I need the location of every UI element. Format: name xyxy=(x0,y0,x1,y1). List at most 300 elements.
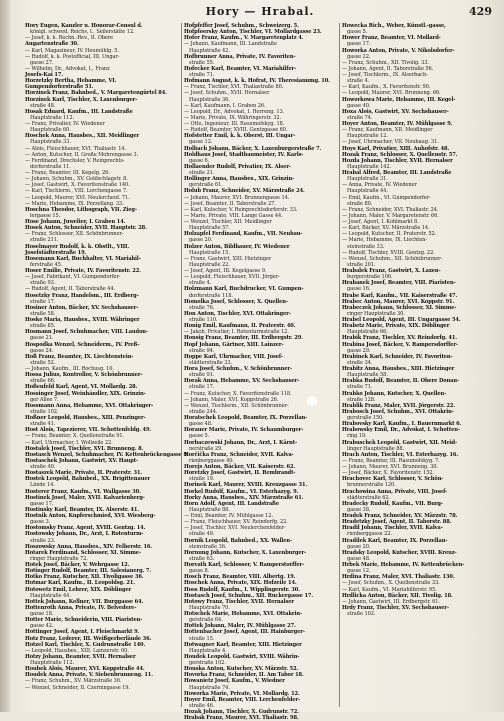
directory-entry-line: Hossmann Anna, Hebamme, XVI. Ottakringer- xyxy=(25,402,154,409)
directory-entry-line: Hoss Rudolf, Kaufm., I. Wipplingerstr. 30. xyxy=(184,586,300,593)
directory-entry-line: Hauptstraße 44. xyxy=(30,592,71,599)
directory-entry-line: Hostasch Wenzel, Schuhmacher, IV. Kettenbrückengasse 9. xyxy=(25,451,189,458)
directory-entry-line: — Franz, Schlosser, XII. Schönbrunner- xyxy=(25,231,124,238)
directory-entry-line: rienberggasse 40. xyxy=(189,457,234,464)
directory-entry-line: straße 23. xyxy=(30,537,56,544)
directory-entry-line: — Leopold, Hausbes., XIII. Lainzerstr. 60. xyxy=(25,647,129,654)
directory-entry-line: — Josef, Bäcker, X. Favoritenstr. 152. xyxy=(342,470,434,477)
directory-entry-line: — Karl, Magazineur, IV. Heumühlg. 5. xyxy=(25,47,119,54)
directory-entry-line: Hradilek Karl, Beamter, IX. Porzellan- xyxy=(342,537,448,544)
directory-entry-line: Hottenbacher Josef, Agent, III. Hainburger- xyxy=(184,629,305,636)
directory-column-3 xyxy=(339,23,497,707)
directory-entry-line: Hory Eugen, Kanzler u. Honorar-Consul d. xyxy=(25,23,143,29)
directory-entry-line: Hrabosch Josef, Schuhm., XVI. Ottakrin- xyxy=(342,408,454,415)
directory-entry-line: gasse 8. xyxy=(189,568,210,575)
directory-entry-line: Hotz Franz, Lederer, III. Weißgerberlände 36. xyxy=(25,635,152,642)
directory-entry-line: Hoyer Emil, Beamter, VIII. Lerchenfelder- xyxy=(184,696,301,703)
directory-entry-line: Hradecky Rudolf, Kaufm., VII. Burg- xyxy=(342,500,443,507)
directory-entry-line: Hrabel Leopold, Agent, III. Ungargasse 54. xyxy=(342,317,461,323)
directory-entry-line: — Johann, Schuhm., XV. Goldschlagstr. 8. xyxy=(25,176,128,183)
directory-entry-line: gasse 40. xyxy=(347,102,371,109)
directory-entry-line: — Wenzel, Tischler, XII. Meidlinger xyxy=(184,219,272,225)
directory-entry-line: — Josef, Gastwirt, X. Favoritenstraße 140. xyxy=(25,182,130,189)
directory-column-2 xyxy=(181,23,339,721)
directory-entry-line: — Franz, Kaufmann, XII. Meidlinger xyxy=(342,127,433,134)
directory-entry-line: Houdek Leopold, Gastwirt, XVIII. Währin- xyxy=(184,653,300,660)
directory-entry-line: Hosemann Karl, Buchhalter, VI. Mariahil- xyxy=(25,255,141,262)
directory-entry-line: Hofpfoersky Anton, Tischler, VI. Mollardgasse 23. xyxy=(184,29,322,36)
directory-entry-line: straße 55. xyxy=(189,59,215,66)
directory-entry-line: straße 76. xyxy=(189,304,215,311)
directory-entry-line: Hotwagner Karl, Beamter, XIII. Hietzinger xyxy=(184,641,302,648)
directory-entry-line: Holzer Anton, Bildhauer, IV. Wiedener xyxy=(184,243,290,250)
directory-entry-line: Hollinger Anna, Hausbes., XIX. Grinzin- xyxy=(184,176,295,183)
directory-entry-line: — Wenzel, Tischlerm., XII. Schönbrunner- xyxy=(184,402,289,409)
directory-columns xyxy=(23,23,497,721)
directory-entry-line: Hofer Franz, Kaufm., V. Margaretenplatz 4. xyxy=(184,35,304,42)
directory-entry-line: — Johann, Kaufm., III. Rochusg. 10. xyxy=(25,366,114,372)
directory-entry-line: Hauptstraße 31. xyxy=(347,176,388,183)
directory-entry-line: Hrachovec Karl, Schlosser, V. Schön- xyxy=(342,476,444,483)
directory-entry-line: Hofbrunner Anna, Private, IV. Favoriten- xyxy=(184,53,296,60)
directory-entry-line: — Franz, Schneider, XVI. Thaliastr. 24. xyxy=(342,206,439,213)
directory-entry-line: Hotarek Ferdinand, Schlosser, XI. Simme- xyxy=(25,549,141,556)
directory-entry-line: Hostinek Josef, Maler, XVII. Kalvarienberg- xyxy=(25,494,145,501)
directory-entry-line: Horzetzky Bertha, Hebamme, VI. xyxy=(25,78,117,85)
directory-entry-line: — Josef, Fabrikant, VI. Gumpendorfer- xyxy=(25,274,121,281)
directory-entry-line: Hotko Franz, Kutscher, XII. Tivoligasse 36. xyxy=(25,574,144,581)
directory-entry-line: Hrach Anton, Tischler, VI. Esterhazyg. 16. xyxy=(342,451,459,458)
directory-entry-line: — Anna, Private, IV. Wiedener xyxy=(342,182,417,189)
directory-entry-line: Hostowsky Johann, Dr., Arzt, I. Rotenturm- xyxy=(25,531,144,538)
directory-entry-line: Hoschna Theodor, Lithograph, VII. Zieg- xyxy=(25,206,137,213)
directory-entry-line: — Rudolf, Agent, II. Taborstraße 44. xyxy=(25,286,115,293)
directory-entry-line: — Marie, Private, IX. Währingerstr. 32. xyxy=(184,114,282,121)
directory-entry-line: — Jakob, Privatier, I. Rotenturmstraße 12. xyxy=(184,329,289,336)
directory-entry-line: Hotzy Johann, Beamter, XVII. Hernalser xyxy=(25,653,136,660)
directory-entry-line: Horatschek Leopold, Beamter, IX. Porzellan- xyxy=(184,415,308,421)
directory-entry-line: — Leopold, Maurer, XVI. Neulerchenf. 71. xyxy=(25,194,130,201)
directory-entry-line: Host Alois, Tapezierer, VII. Schottenfeldg. 49. xyxy=(25,427,152,434)
directory-entry-line: städterstraße 62. xyxy=(347,494,391,501)
directory-entry-line: — Karl, Kaufmann, I. Graben 26. xyxy=(184,102,266,109)
directory-entry-line: Hornik Leopold, Bahnbed., XX. Wallen- xyxy=(184,537,293,544)
directory-entry-line: Hossinger Josef, Weinhändler, XIX. Grinzin- xyxy=(25,390,146,397)
directory-entry-line: Hotowy Franz, Tischler, XVII. Hernalser xyxy=(184,598,294,605)
directory-entry-line: Houska Anton, Kutscher, XV. Märzstr. 52. xyxy=(184,666,299,673)
directory-entry-line: Homolka Josef, Schlosser, X. Quellen- xyxy=(184,298,288,305)
directory-entry-line: Hopf Johann, Gärtner, XIII. Lainzer- xyxy=(184,341,284,348)
directory-entry-line: Hofmann August, k. k. Hofrat, IV. Theresianumg. 10. xyxy=(184,78,330,85)
directory-entry-line: Hoßner Leopold, Hausbes., XIII. Penzinger- xyxy=(25,415,146,421)
directory-entry-line: Horetzky Josef, Gastwirt, II. Rembrandt- xyxy=(184,470,296,477)
directory-entry-line: — Johann, Agent, II. Taborstraße 56. xyxy=(342,65,434,72)
directory-entry-line: Hottinger Josef, Agent, I. Fleischmarkt 9. xyxy=(25,629,140,636)
directory-entry-line: straße 17. xyxy=(30,298,56,305)
directory-entry-line: Horzinek Franz, Bahnbed., V. Margaretengürtel 84. xyxy=(25,90,167,97)
directory-entry-line: Hofecker Karl, Beamter, VI. Mariahilfer- xyxy=(184,65,297,72)
directory-entry-line: Hradsky Leopold, Kutscher, XVIII. Kreuz- xyxy=(342,549,457,556)
directory-entry-line: Hoppe Karl, Uhrmacher, VIII. Josef- xyxy=(184,353,283,360)
directory-entry-line: — Josef, Agent, I. Kohlmarkt 8. xyxy=(342,219,419,225)
directory-entry-line: — Wenzel, Schneider, II. Czerningasse 19. xyxy=(25,684,130,691)
directory-entry-line: straße 80. xyxy=(347,200,373,207)
directory-entry-line: Hozak Franz, Schlosser, X. Quellenstr. 57. xyxy=(342,151,458,158)
directory-entry-line: Hrabowsky Emil, Dr., Advokat, I. Schotten- xyxy=(342,427,460,434)
directory-entry-line: Hauptstraße 112. xyxy=(30,660,74,666)
directory-entry-line: Hollaender Rudolf, Privatier, IX. Alser- xyxy=(184,163,291,170)
directory-entry-line: — Johann, Kaufmann, III. Landstraße xyxy=(184,41,277,48)
directory-entry-line: Hauptstraße 4. xyxy=(189,647,227,654)
directory-entry-line: — Marie, Hebamme, IX. Porzellang. 33. xyxy=(25,200,124,207)
directory-entry-line: — Johann, Maurer, XVI. Brunneng. 30. xyxy=(342,464,438,470)
directory-entry-line: ring 19. xyxy=(347,433,367,440)
directory-entry-line: gerstraße 61. xyxy=(189,182,223,189)
directory-entry-line: Hornung Johann, Kutscher, X. Laxenburger- xyxy=(184,549,307,556)
directory-entry-line: gasse 29. xyxy=(347,347,371,354)
directory-entry-line: Hrabal Alfred, Beamter, III. Landstraße xyxy=(342,170,452,176)
directory-entry-line: — Alois, Fleischhauer, XVI. Thaliastr. 14. xyxy=(25,145,127,152)
directory-entry-line: Hoszowsky Anna, Hausbes., XIV. Felberstr. 16. xyxy=(25,543,153,550)
directory-entry-line: — Rudolf, Tischler, XVIII. Gentzg. 22. xyxy=(342,249,435,256)
directory-entry-line: Hoske Maria, Hausbes., XVIII. Währinger xyxy=(25,317,140,323)
directory-entry-line: gasse 17. xyxy=(30,500,54,507)
directory-entry-line: ferstraße 45. xyxy=(30,261,63,268)
directory-entry-line: — Franz, Privatier, IV. Wiedener xyxy=(25,121,105,127)
directory-entry-line: straße 48. xyxy=(30,102,56,109)
directory-entry-line: Hoyer Anton, Beamter, IV. Mühlgasse 9. xyxy=(342,121,453,127)
directory-entry-line: Hottek Johann, Maler, IV. Mühlgasse 27. xyxy=(184,623,296,630)
directory-entry-line: gasse 18. xyxy=(30,611,54,617)
directory-entry-line: Howorkowa Marie, Hebamme, III. Kegel- xyxy=(342,96,456,103)
directory-entry-line: straße 85. xyxy=(30,323,56,330)
directory-entry-line: gerstraße 150. xyxy=(347,415,384,421)
directory-entry-line: straße 102. xyxy=(347,611,376,617)
directory-entry-line: gerstraße 102. xyxy=(189,660,226,666)
directory-entry-line: — Josef, Tischler, XVI. Neulerchenfelder- xyxy=(184,525,286,532)
directory-entry-line: Hrabanek Josef, Beamter, VIII. Piaristen- xyxy=(342,280,456,287)
directory-entry-line: Hauptstraße 12. xyxy=(347,133,388,140)
directory-entry-line: Hora Josef, Schuhm., V. Schönbrunner- xyxy=(184,366,292,372)
directory-entry-line: Hrdlicka Anton, Bäcker, XII. Tivolig. 18. xyxy=(342,592,453,599)
directory-entry-line: Horak Anna, Hebamme, XV. Sechshauser- xyxy=(184,378,300,385)
directory-entry-line: Hoschek Anna, Private, XIX. Hofzeile 14. xyxy=(184,580,297,587)
directory-entry-line: gasse 5. xyxy=(189,433,210,440)
directory-entry-line: Hotowetz Emil, Lehrer, XIX. Döblinger xyxy=(25,586,132,593)
directory-entry-line: straße 58. xyxy=(30,310,56,317)
directory-entry-line: Holzapfel Ferdinand, Kaufm., VII. Neubau- xyxy=(184,231,303,238)
directory-entry-line: städterstraße 33. xyxy=(189,359,233,366)
directory-entry-line: Hrbek Marie, Hebamme, IV. Kettenbrücken- xyxy=(342,562,465,568)
directory-entry-line: Hostaschek Johann, Gastwirt, XV. Haupt- xyxy=(25,457,138,464)
directory-entry-line: lergasse 15. xyxy=(30,212,61,219)
directory-entry-line: Houdek Anna, Private, V. Siebenbrunneng. 11. xyxy=(25,672,153,679)
directory-entry-line: — Josef, Beamter, II. Taborstraße 27. xyxy=(184,200,276,207)
directory-entry-line: linger Hauptstraße 88. xyxy=(347,445,405,452)
directory-entry-line: straße 94. xyxy=(189,347,215,354)
directory-entry-line: Houbek Alois, Maurer, XVI. Koppstraße 44. xyxy=(25,666,145,673)
directory-entry-line: — Marie, Private, VIII. Lange Gasse 44. xyxy=(184,212,283,219)
directory-entry-line: — Karl, Kaufm., X. Favoritenstr. 90. xyxy=(342,84,431,91)
directory-entry-line: Hauptstraße 42. xyxy=(189,47,230,54)
directory-entry-line: Hauptstraße 36. xyxy=(189,96,230,103)
directory-entry-line: Hrabka Rudolf, Beamter, II. Obere Donau- xyxy=(342,378,459,385)
directory-entry-line: straße 71. xyxy=(189,72,215,78)
directory-entry-line: Hosiner Anton, Bäcker, XV. Sechshauser- xyxy=(25,304,139,311)
directory-entry-line: Hoys Karl, Privatier, XIII. Auhofstr. 48. xyxy=(342,145,450,152)
directory-entry-line: gasse 12. xyxy=(189,139,213,146)
directory-entry-line: Hauptstraße 15. xyxy=(189,249,230,256)
directory-entry-line: burgerstraße 106. xyxy=(347,274,393,281)
directory-entry-line: straße 102. xyxy=(30,408,59,415)
directory-entry-line: Hrachowina Anna, Private, VIII. Josef- xyxy=(342,488,448,495)
directory-entry-line: Hotmar Karl, Kaufm., II. Leopoldsg. 21. xyxy=(25,580,135,587)
directory-entry-line: straße 63. xyxy=(189,555,215,562)
directory-entry-line: straße 52. xyxy=(30,359,56,366)
directory-entry-line: Hosek Anton, Schneider, XVII. Hauptstr. 28. xyxy=(25,225,147,232)
directory-entry-line: brunnerstraße 120. xyxy=(347,482,396,489)
directory-entry-line: Hauptstraße 58. xyxy=(347,372,388,379)
directory-entry-line: Hrabak Franz, Maurer, XVI. Thaliastr. 98. xyxy=(184,715,299,721)
directory-entry-line: Hottek Johann, Kellner, VII. Burggasse 64. xyxy=(25,598,144,605)
directory-entry-line: gasse 5. xyxy=(347,29,368,36)
directory-entry-line: Horinek Karl, Maurer, XVIII. Kreuzgasse 31. xyxy=(184,482,308,489)
directory-entry-line: — Johann, Gastwirt, III. Erdbergstr. 61. xyxy=(342,598,440,605)
directory-entry-line: Horkel Rudolf, Kaufm., VI. Esterhazyg. 9. xyxy=(184,488,299,495)
directory-entry-line: straße 211. xyxy=(30,237,59,244)
directory-entry-line: Hauptstraße 142. xyxy=(347,163,391,170)
directory-entry-line: ger Allee 7. xyxy=(30,396,59,403)
directory-entry-line: Horky Anna, Hausbes., XIV. Märzstraße 61. xyxy=(184,494,304,501)
directory-entry-line: — Franz, Schuhm., XV. Märzstraße 36. xyxy=(25,678,122,685)
directory-entry-line: straße 41. xyxy=(30,421,56,428)
directory-entry-line: gasse 20. xyxy=(347,543,371,550)
directory-entry-line: Holbach Johann, Bäcker, X. Laxenburgerstraße 7. xyxy=(184,145,322,152)
directory-entry-line: Hauptstraße 66. xyxy=(347,329,388,336)
directory-entry-line: Hostaszek Marie, Private, II. Praterstr. 31. xyxy=(25,470,143,477)
directory-entry-line: Hrabalek Franz, Gastwirt, X. Laxen- xyxy=(342,268,441,274)
directory-entry-line: Hofstetter Emil, k. k. Oberst, III. Ungar- xyxy=(184,133,296,140)
directory-entry-line: Hoschek Anna, Hausbes., XII. Meidlinger xyxy=(25,133,140,140)
directory-entry-line: straße 91. xyxy=(189,372,215,379)
directory-entry-line: Hauptstraße 74. xyxy=(189,684,230,691)
directory-entry-line: Hotter Marie, Schneiderin, VIII. Piaristen- xyxy=(25,617,143,624)
directory-entry-line: Hovorka Franz, Schneider, II. Am Tabor 18. xyxy=(184,672,304,679)
directory-entry-line: — Karl, Bäcker, XV. Märzstraße 14. xyxy=(342,225,430,232)
directory-entry-line: straße 110. xyxy=(189,317,218,323)
directory-entry-line: straße 4. xyxy=(189,280,212,287)
directory-entry-line: Augartenstraße 30. xyxy=(25,41,79,48)
directory-entry-line: — Marie, Hebamme, IX. Liechten- xyxy=(342,237,427,244)
directory-entry-line: Hrdina Franz, Maler, XVI. Thaliastr. 130. xyxy=(342,574,455,581)
directory-entry-line: — Franz, Beamter, III. Rasumofskyg. 7. xyxy=(342,457,440,464)
directory-entry-line: Hoxa Alois, Gastwirt, XV. Sechshauser- xyxy=(342,108,449,115)
directory-entry-line: Hostasch Josef, Schuhm., XII. Ruckergasse 17. xyxy=(184,592,314,599)
directory-entry-line: Hoß Franz, Beamter, IX. Liechtenstein- xyxy=(25,353,134,360)
directory-entry-line: Holdhaus Josef, Stadtbaumeister, IV. Karls- xyxy=(184,151,304,158)
directory-entry-line: Hradek Franz, Schneider, XV. Märzstr. 78. xyxy=(342,513,458,519)
directory-entry-line: Horbaczewski Johann, Dr., Arzt, I. Kärnt- xyxy=(184,439,298,446)
directory-entry-line: Howorka Anton, Private, V. Nikolsdorfer- xyxy=(342,47,455,54)
directory-entry-line: straße 71. xyxy=(347,384,373,391)
directory-entry-line: — Johann, Maurer, XVI. Brunnengasse 14. xyxy=(184,194,290,201)
directory-entry-line: Hosmann Josef, Schuhmacher, VIII. Laudon- xyxy=(25,329,148,336)
directory-entry-line: — Leopold, Kutscher, II. Praterstr. 52. xyxy=(342,231,437,238)
directory-entry-line: Horzinek Karl, Tischler, X. Laxenburger- xyxy=(25,96,138,103)
directory-entry-line: Josefs-Kai 17. xyxy=(25,72,63,78)
directory-entry-line: — Karl, Kaufm., VI. Mariahilferstr. 95. xyxy=(342,586,437,593)
directory-entry-line: Hostinsky Karl, Beamter, IX. Alserstr. 41. xyxy=(25,506,139,513)
directory-entry-line: — Wenzel, Schuhm., XII. Schönbrunner- xyxy=(342,255,443,262)
directory-entry-line: Hrabec Anton, Maurer, XVI. Koppstr. 91. xyxy=(342,298,455,305)
directory-entry-line: Hotschek Marie, Hebamme, XVI. Ottakrin- xyxy=(184,611,302,617)
directory-entry-line: Hauptstraße 112. xyxy=(30,114,74,121)
directory-entry-line: straße 46. xyxy=(189,702,215,709)
page-number: 429 xyxy=(469,5,492,18)
paper-blemish xyxy=(307,396,317,406)
directory-entry-line: Lände 14. xyxy=(30,482,55,489)
directory-entry-line: — Josef, Tischlerm., IX. Alserbach- xyxy=(342,72,428,78)
directory-entry-line: Hotzel Karl, Tischler, X. Gudrunstraße 140. xyxy=(25,641,146,648)
directory-entry-line: gasse 42. xyxy=(30,623,54,630)
directory-entry-line: Hauptstraße 22. xyxy=(189,261,230,268)
directory-entry-line: straße 49. xyxy=(189,531,215,538)
directory-entry-line: steinstraße 36. xyxy=(189,543,227,550)
directory-entry-line: Hose Johann, Juwelier, I. Graben 14. xyxy=(25,219,126,225)
directory-entry-line: — Franz, Beamter, X. Quellenstraße 91. xyxy=(25,433,125,440)
directory-entry-line: straße 15. xyxy=(189,635,215,642)
directory-entry-line: straße 19. xyxy=(189,476,215,483)
directory-entry-line: gasse 38. xyxy=(347,506,371,513)
directory-entry-line: königl. schwed. Reichs, I., Seilerstätte 12. xyxy=(30,29,135,36)
directory-entry-line: Hradil Johann, Tischler, XVII. Kalva- xyxy=(342,525,443,532)
directory-entry-line: Hrabina Josef, Bäcker, V. Rampersdorffer- xyxy=(342,341,458,348)
directory-entry-line: Hofpfeffer Josef, Schuhm., Schweizerg. 5. xyxy=(184,23,299,29)
directory-entry-line: Horejs Anton, Bäcker, VII. Kaiserstr. 62. xyxy=(184,464,296,470)
directory-entry-line: — Ferdinand, Drechsler, V. Reinprechts- xyxy=(25,157,125,164)
directory-entry-line: — Rudolf, k. k. Postofficial, III. Ungar- xyxy=(25,53,120,60)
directory-entry-line: Horvath Karl, Schlosser, V. Ramperstorffer- xyxy=(184,562,305,568)
directory-entry-line: Hostalek Josef, Tischler, XVI. Brunneng. 8. xyxy=(25,445,144,452)
directory-entry-line: steinstraße 33. xyxy=(347,243,385,250)
directory-entry-line: — Franz, Kutscher, X. Favoritenstraße 118. xyxy=(184,390,292,397)
directory-entry-line: straße 201. xyxy=(347,261,376,268)
directory-entry-line: — Anton, Kutscher, II. Große Mohrengasse 3. xyxy=(25,151,139,158)
directory-entry-line: Honig Emil, Kaufmann, II. Praterstr. 40. xyxy=(184,323,296,330)
directory-entry-line: Hrabinek Karl, Schneider, IV. Favoriten- xyxy=(342,353,453,360)
directory-entry-line: gasse 22. xyxy=(347,53,371,60)
directory-entry-line: — Josef, Schuhm., XVII. Hernalser xyxy=(184,90,270,97)
running-head: Hory — Hrabal. xyxy=(205,5,315,18)
directory-entry-line: Hrabitz Anna, Hausbes., XIII. Hietzinger xyxy=(342,366,455,372)
directory-entry-line: gasse 27. xyxy=(30,59,54,66)
directory-entry-line: Hon Anton, Tischler, XVI. Ottakringer- xyxy=(184,310,291,317)
directory-entry-line: nerstraße 29. xyxy=(189,445,223,452)
directory-entry-line: Hrabko Johann, Kutscher, X. Quellen- xyxy=(342,390,447,397)
directory-entry-line: gasse 48. xyxy=(189,421,213,428)
directory-entry-line: Howecka Rich., Weber, Künstl.-gasse, xyxy=(342,23,446,29)
directory-entry-line: straße 74. xyxy=(347,114,373,121)
directory-entry-line: straße 34. xyxy=(347,359,373,366)
directory-entry-line: straße 93. xyxy=(30,280,56,287)
directory-entry-line: Hauptstraße 70. xyxy=(189,604,230,611)
directory-entry-line: Hauptstraße 33. xyxy=(30,139,71,146)
directory-entry-line: gasse 6. xyxy=(189,157,210,164)
directory-entry-line: Hospodka Wenzel, Schneiderm., IV. Preß- xyxy=(25,341,140,348)
directory-entry-line: straße 244. xyxy=(189,408,218,415)
directory-entry-line: Hrabik Franz, Tischler, XV. Reindorfg. 41. xyxy=(342,335,457,342)
directory-entry-line: Hosterer Franz, Kaufm., VI. Wallgasse 30. xyxy=(25,488,141,495)
directory-entry-line: — Franz, Schuhm., XII. Tivolig. 33. xyxy=(342,59,430,66)
directory-entry-line: Hoselmayer Rudolf, k. k. Obstlt., VIII. xyxy=(25,243,130,250)
directory-entry-line: Hrabe Karl, Kaufm., VII. Kaiserstraße 47. xyxy=(342,292,458,299)
directory-entry-line: Gumpendorferstraße 51. xyxy=(25,84,94,91)
directory-entry-line: — Leopold, Maurer, XVI. Brunneng. 66. xyxy=(342,90,441,97)
directory-entry-line: Hradetzky Josef, Agent, II. Taborstr. 88. xyxy=(342,519,452,526)
directory-entry-line: Hoßenfeld Karl, Agent, VI. Mollardg. 28. xyxy=(25,384,138,391)
directory-entry-line: Howanietz Josef, Kaufm., V. Wiedner xyxy=(184,678,285,685)
directory-entry-line: Holub Franz, Schneider, XV. Märzstraße 24. xyxy=(184,188,305,195)
directory-entry-line: dorferstraße 11. xyxy=(30,163,71,170)
directory-entry-line: — Wilhelm, Dr., Advokat, I., Franz xyxy=(25,65,110,72)
directory-entry-line: Hauptstraße 88. xyxy=(189,506,230,513)
directory-entry-line: Hrabetz Marie, Private, XIX. Döblinger xyxy=(342,323,450,330)
directory-entry-line: Honsig Franz, Beamter, III. Erdbergstr. 29. xyxy=(184,335,303,342)
directory-entry-line: straße 17. xyxy=(189,384,215,391)
page-header xyxy=(24,5,496,21)
directory-entry-line: Horauer Marie, Private, IV. Schaumburger- xyxy=(184,427,304,434)
directory-entry-line: gasse 12. xyxy=(347,568,371,575)
directory-entry-line: rienberggasse 22. xyxy=(347,531,392,538)
directory-entry-line: — Josef, k. k. Rechn.-Rev., II. Obere xyxy=(25,35,114,42)
directory-entry-line: — Josef, Uhrmacher, VII. Neubaug. 31. xyxy=(342,139,439,146)
directory-entry-line: Hottenroth Anna, Private, IV. Belvedere- xyxy=(25,604,137,611)
directory-entry-line: Hrabuschek Leopold, Gastwirt, XII. Meid- xyxy=(342,439,458,446)
directory-entry-line: gasse 24. xyxy=(30,347,54,354)
directory-entry-line: Hauptstraße 60. xyxy=(30,127,71,134)
directory-entry-line: Hostomsky Franz, Agent, XVIII. Gentzg. 14. xyxy=(25,525,146,532)
page-binding-edge xyxy=(0,0,10,712)
directory-entry-line: straße 4. xyxy=(347,78,370,85)
directory-entry-line: Hosak Eduard, Kaufm., III. Landstraße xyxy=(25,108,133,115)
directory-entry-line: straße 66. xyxy=(30,378,56,385)
directory-entry-line: — Johann, Maler, XVI. Koppstraße 26. xyxy=(184,396,279,403)
directory-entry-line: — Leopold, Dr., Advokat, I. Herreng. 13. xyxy=(184,108,285,115)
directory-entry-line: — Johann, Maler, V. Margaretenstr. 66. xyxy=(342,212,439,219)
directory-entry-line: Hauptstraße 44. xyxy=(347,188,388,195)
directory-entry-line: Hostnik Anton, Kupferschmied, XVI. Wiesberg- xyxy=(25,513,156,519)
directory-entry-line: Hrabovsky Karl, Kaufm., I. Bauernmarkt 6. xyxy=(342,421,462,428)
directory-entry-line: ringer Hauptstraße 72. xyxy=(30,555,88,562)
directory-entry-line: Hozak Johann, Tischler, X. Gudrunstr. 72. xyxy=(184,709,299,715)
directory-entry-line: Hower Franz, Beamter, VI. Mollard- xyxy=(342,35,441,42)
directory-entry-line: straße 128. xyxy=(347,396,376,403)
directory-entry-line: gasse 21. xyxy=(30,335,54,342)
directory-entry-line: Josefstädterstraße 19. xyxy=(25,249,87,256)
directory-column-1 xyxy=(23,23,189,707)
directory-entry-line: Howorka Marie, Private, VI. Mollardg. 12. xyxy=(184,690,300,697)
directory-entry-line: Hozda Johann, Tischler, XVII. Hernalser xyxy=(342,157,453,164)
directory-entry-line: ringer Hauptstraße 30. xyxy=(347,310,405,317)
directory-entry-line: Hotinger Rudolf, Beamter, III. Salesianerg. 7. xyxy=(25,568,152,575)
directory-entry-line: — Josef, Agent, III. Kegelgasse 9. xyxy=(184,268,267,274)
directory-entry-line: — Franz, Fleischhauer, XV. Reindorfg. 22. xyxy=(184,519,288,526)
directory-entry-line: — Otto, Ingenieur, III. Rasumofskyg. 18. xyxy=(184,121,285,127)
directory-entry-line: — Rudolf, Beamter, XVIII. Gentzgasse 60. xyxy=(184,127,288,134)
directory-entry-line: — Emil, Beamter, IV. Mühlgasse 12. xyxy=(184,513,273,519)
directory-entry-line: — Leopold, Fleischhauer, XVII. Jörger- xyxy=(184,274,280,281)
directory-entry-line: straße 40. xyxy=(30,464,56,470)
